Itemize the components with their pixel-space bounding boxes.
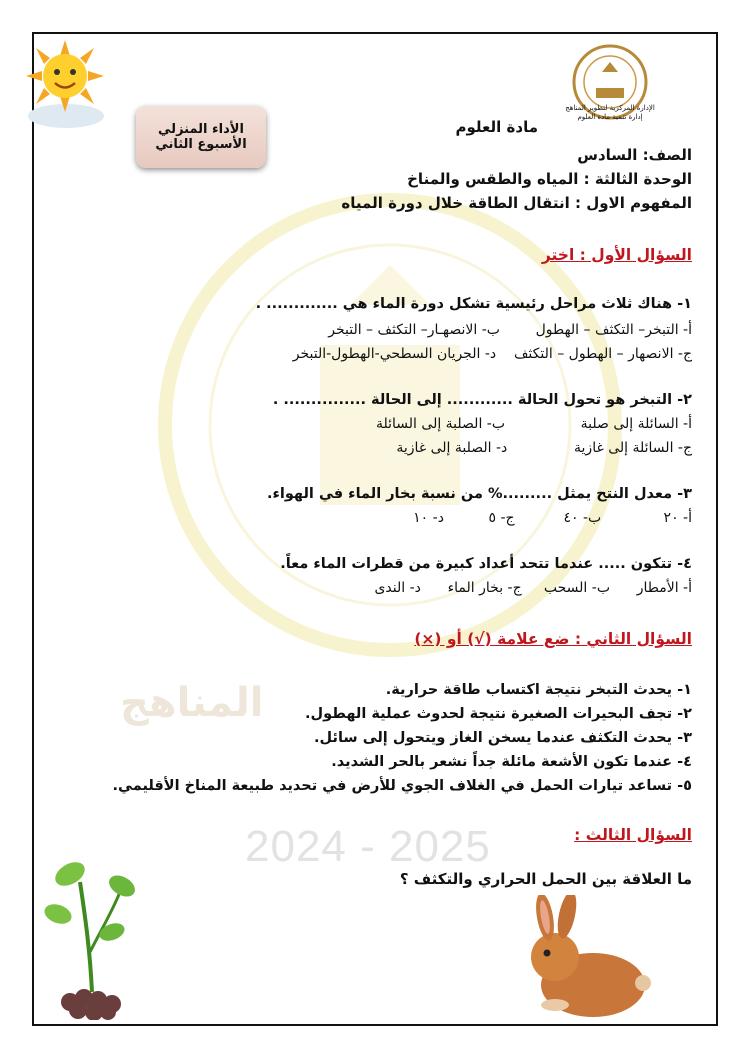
q3-options-row [413,510,692,526]
concept-label: المفهوم الاول : انتقال الطاقة خلال دورة المياه [341,194,692,212]
q1-option-c: ج- الانصهار – الهطول – التكثف [513,346,692,362]
unit-label: الوحدة الثالثة : المياه والطقس والمناخ [407,170,692,188]
q1-option-b: ب- الانصهـار– التكثف – التبخر [328,322,500,338]
q3-option-d: د- ١٠ [413,510,444,526]
section-2-title: السؤال الثاني : ضع علامة (√) أو (×) [414,630,692,648]
badge-line-1: الأداء المنزلي [158,122,244,137]
q2-option-c: ج- السائلة إلى غازية [574,440,692,456]
sun-icon [22,38,108,130]
tf-item-5: ٥- تساعد تيارات الحمل في الغلاف الجوي للأرض في تحديد طبيعة المناخ الأقليمي. [112,778,692,794]
badge-line-2: الأسبوع الثاني [155,137,247,152]
plant-icon [40,852,140,1020]
q2-option-a: أ- السائلة إلى صلبة [580,416,692,432]
q1-option-a: أ- التبخر– التكثف – الهطول [535,322,692,338]
q3-option-a: أ- ٢٠ [663,510,692,526]
tf-item-2: ٢- تجف البحيرات الصغيرة نتيجة لحدوث عملية الهطول. [305,706,692,722]
question-2: ٢- التبخر هو تحول الحالة ............ إلى الحالة ............... . [272,392,692,408]
tf-item-3: ٣- يحدث التكثف عندما يسخن الغاز ويتحول إلى سائل. [314,730,692,746]
question-4: ٤- تتكون ..... عندما تتحد أعداد كبيرة من قطرات الماء معاً. [280,556,692,572]
q3-option-b: ب- ٤٠ [563,510,602,526]
section-3-question: ما العلاقة بين الحمل الحراري والتكثف ؟ [399,870,692,888]
rabbit-icon [515,895,655,1020]
logo-caption-1: الإدارة المركزية لتطوير المناهج [565,104,655,112]
q2-option-d: د- الصلبة إلى غازية [396,440,508,456]
q3-option-c: ج- ٥ [488,510,515,526]
q1-option-d: د- الجريان السطحي-الهطول-التبخر [292,346,497,362]
homework-badge [136,106,266,168]
subject-title: مادة العلوم [455,118,538,136]
q2-options-row-1 [376,416,692,432]
tf-item-1: ١- يحدث التبخر نتيجة اكتساب طاقة حرارية. [385,682,692,698]
watermark-text: المناهج [120,680,264,726]
section-3-title: السؤال الثالث : [574,826,692,844]
watermark-year: 2024 - 2025 [245,822,491,871]
question-1: ١- هناك ثلاث مراحل رئيسية تشكل دورة الماء هي ............. . [255,296,692,312]
q4-option-b: ب- السحب [543,580,611,596]
q4-option-c: ج- بخار الماء [447,580,522,596]
question-3: ٣- معدل النتح يمثل .........% من نسبة بخار الماء في الهواء. [266,486,692,502]
logo-caption-2: إدارة تنمية مادة العلوم [577,113,643,121]
q4-options-row [374,580,692,596]
q4-option-a: أ- الأمطار [636,580,692,596]
tf-item-4: ٤- عندما تكون الأشعة مائلة جداً نشعر بالحر الشديد. [331,754,692,770]
q1-options-row-1 [328,322,692,338]
logo-caption [560,104,660,122]
grade-label: الصف: السادس [577,146,692,164]
q2-option-b: ب- الصلبة إلى السائلة [376,416,506,432]
q1-options-row-2 [293,346,692,362]
q4-option-d: د- الندى [374,580,421,596]
section-1-title: السؤال الأول : اختر [541,246,692,264]
q2-options-row-2 [396,440,692,456]
